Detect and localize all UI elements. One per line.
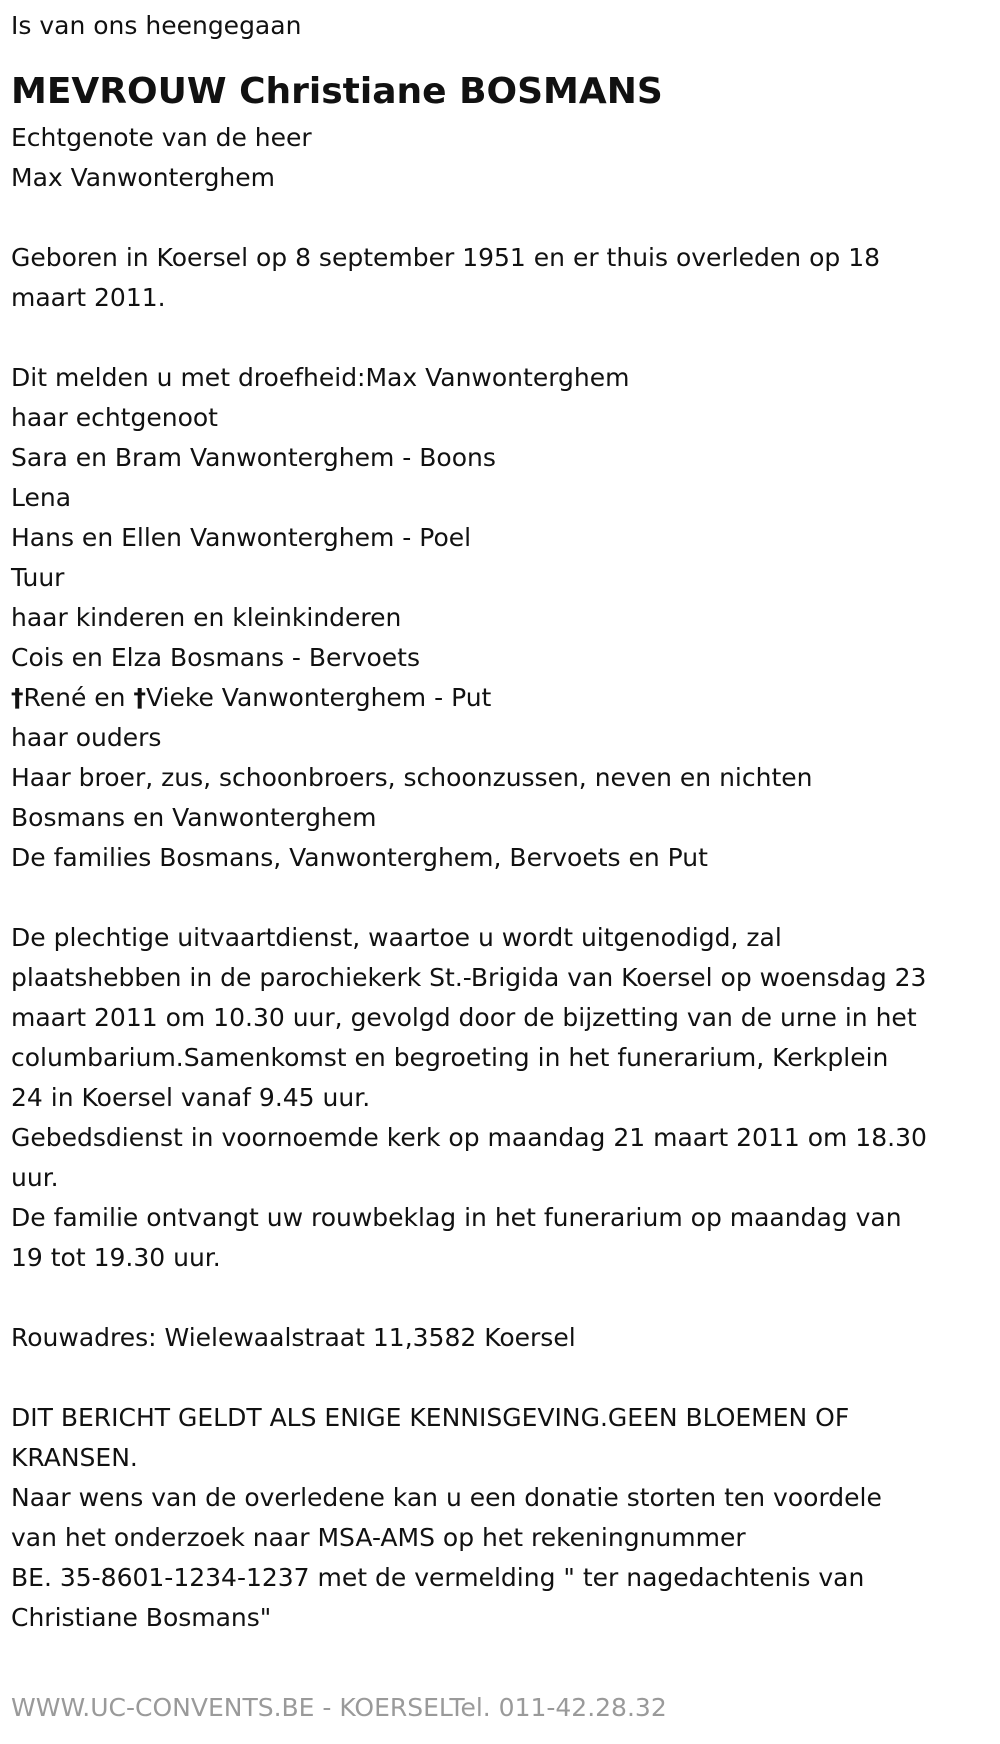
- notice-line: KRANSEN.: [11, 1443, 138, 1472]
- spacer: [11, 198, 986, 238]
- spacer: [11, 318, 986, 358]
- mourner-line: Cois en Elza Bosmans - Bervoets: [11, 643, 421, 672]
- notice-line: van het onderzoek naar MSA-AMS op het rekeningnummer: [11, 1523, 746, 1552]
- notice-line: BE. 35-8601-1234-1237 met de vermelding " ter nagedachtenis van: [11, 1563, 865, 1592]
- funeral-line: plaatshebben in de parochiekerk St.-Brigida van Koersel op woensdag 23: [11, 963, 927, 992]
- funeral-line: De familie ontvangt uw rouwbeklag in het funerarium op maandag van: [11, 1203, 902, 1232]
- funeral-line: 24 in Koersel vanaf 9.45 uur.: [11, 1083, 371, 1112]
- mourner-line: haar echtgenoot: [11, 403, 218, 432]
- spacer: [11, 1358, 986, 1398]
- funeral-line: Gebedsdienst in voornoemde kerk op maandag 21 maart 2011 om 18.30: [11, 1123, 927, 1152]
- funeral-info: [11, 918, 986, 1278]
- mourner-line: Bosmans en Vanwonterghem: [11, 803, 377, 832]
- funeral-line: 19 tot 19.30 uur.: [11, 1243, 221, 1272]
- mourners-list: [11, 358, 986, 878]
- parents-line: [11, 678, 986, 718]
- funeral-line: maart 2011 om 10.30 uur, gevolgd door de bijzetting van de urne in het: [11, 1003, 917, 1032]
- spacer: [11, 878, 986, 918]
- notice-line: Naar wens van de overledene kan u een donatie storten ten voordele: [11, 1483, 882, 1512]
- birth-death-line-2: maart 2011.: [11, 283, 166, 312]
- intro-text: Is van ons heengegaan: [11, 11, 302, 40]
- mourner-line: Haar broer, zus, schoonbroers, schoonzussen, neven en nichten: [11, 763, 813, 792]
- parent-first: René en: [23, 683, 134, 712]
- notice-line: Christiane Bosmans": [11, 1603, 272, 1632]
- footer-contact: WWW.UC-CONVENTS.BE - KOERSELTel. 011-42.28.32: [11, 1693, 667, 1722]
- mourner-line: haar kinderen en kleinkinderen: [11, 603, 402, 632]
- mourning-address: Rouwadres: Wielewaalstraat 11,3582 Koersel: [11, 1323, 576, 1352]
- spouse-line-2: Max Vanwonterghem: [11, 163, 276, 192]
- parent-second: Vieke Vanwonterghem - Put: [145, 683, 492, 712]
- notice-line: DIT BERICHT GELDT ALS ENIGE KENNISGEVING.GEEN BLOEMEN OF: [11, 1403, 850, 1432]
- mourner-line: Sara en Bram Vanwonterghem - Boons: [11, 443, 496, 472]
- notice-block: [11, 1398, 986, 1638]
- spacer: [11, 1278, 986, 1318]
- mourner-line: Hans en Ellen Vanwonterghem - Poel: [11, 523, 472, 552]
- cross-icon: †: [133, 683, 146, 712]
- mourner-line: De families Bosmans, Vanwonterghem, Bervoets en Put: [11, 843, 708, 872]
- mourner-line: haar ouders: [11, 723, 162, 752]
- mourner-line: Dit melden u met droefheid:Max Vanwonterghem: [11, 363, 630, 392]
- cross-icon: †: [11, 683, 24, 712]
- spouse-line-1: Echtgenote van de heer: [11, 123, 312, 152]
- mourner-line: Lena: [11, 483, 72, 512]
- funeral-line: columbarium.Samenkomst en begroeting in het funerarium, Kerkplein: [11, 1043, 889, 1072]
- obituary-notice: [11, 6, 986, 1638]
- funeral-line: uur.: [11, 1163, 59, 1192]
- funeral-line: De plechtige uitvaartdienst, waartoe u wordt uitgenodigd, zal: [11, 923, 782, 952]
- deceased-name: MEVROUW Christiane BOSMANS: [11, 71, 663, 112]
- birth-death-line-1: Geboren in Koersel op 8 september 1951 en er thuis overleden op 18: [11, 243, 881, 272]
- mourner-line: Tuur: [11, 563, 65, 592]
